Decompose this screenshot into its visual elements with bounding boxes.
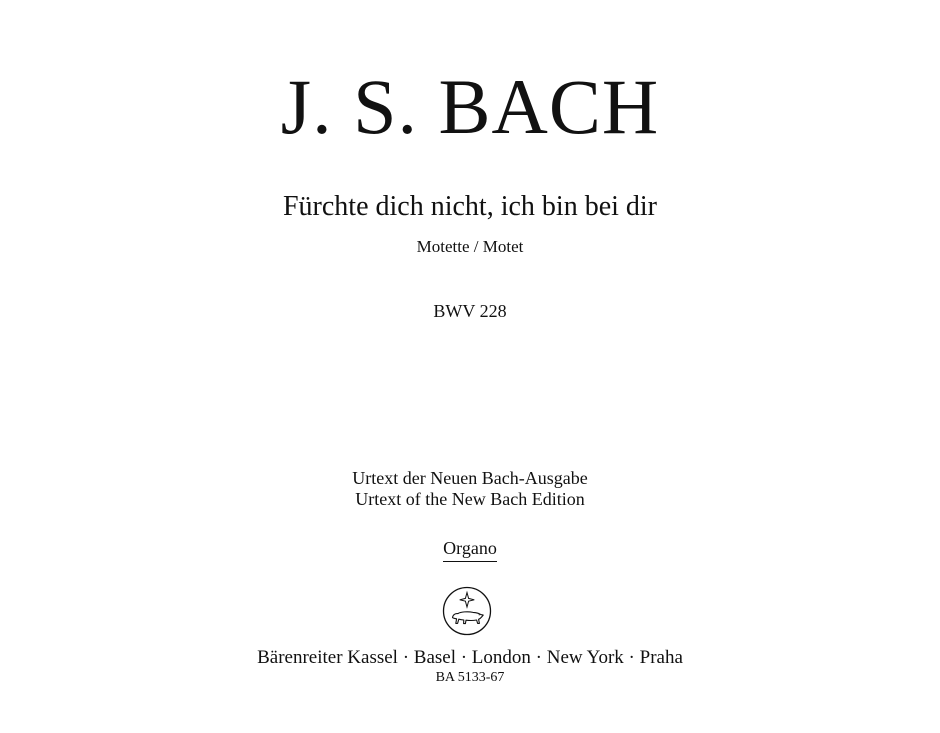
part-name: Organo bbox=[443, 537, 497, 562]
order-number: BA 5133-67 bbox=[435, 670, 505, 685]
composer-name: J. S. BACH bbox=[280, 63, 660, 150]
urtext-german: Urtext der Neuen Bach-Ausgabe bbox=[352, 468, 588, 488]
urtext-english: Urtext of the New Bach Edition bbox=[355, 489, 585, 509]
barenreiter-bear-logo-icon bbox=[442, 586, 492, 636]
work-genre: Motette / Motet bbox=[416, 237, 524, 256]
catalog-number: BWV 228 bbox=[433, 301, 507, 321]
publisher-imprint: Bärenreiter Kassel · Basel · London · New York · Praha bbox=[257, 647, 683, 668]
part-heading bbox=[0, 537, 940, 562]
work-title: Fürchte dich nicht, ich bin bei dir bbox=[282, 191, 658, 222]
